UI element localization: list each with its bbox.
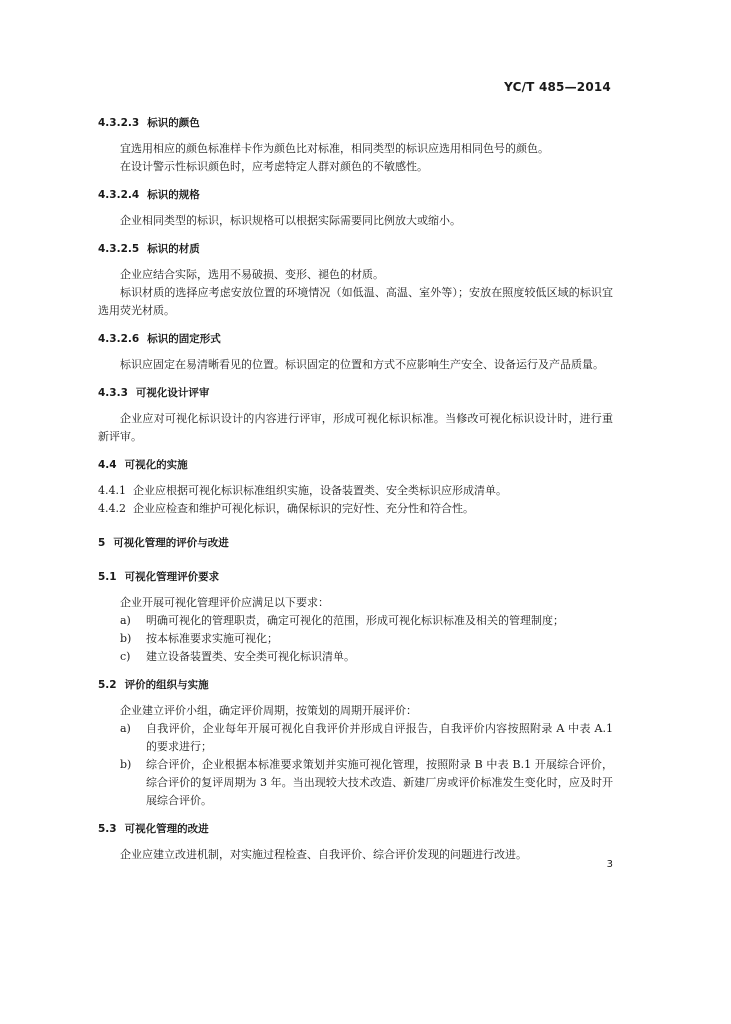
clause-number: 4.4.2 (98, 502, 126, 515)
clause-number: 4.4.1 (98, 484, 126, 497)
list-item (120, 720, 613, 756)
section-number: 4.3.2.3 (98, 117, 140, 129)
chapter-heading-5 (98, 534, 613, 552)
section-title: 标识的规格 (147, 189, 200, 201)
section-number: 5.3 (98, 823, 117, 835)
section-number: 4.3.2.5 (98, 243, 140, 255)
section-heading-51 (98, 568, 613, 586)
paragraph: 在设计警示性标识颜色时，应考虑特定人群对颜色的不敏感性。 (120, 160, 428, 173)
list-item (120, 612, 613, 630)
paragraph: 企业相同类型的标识，标识规格可以根据实际需要同比例放大或缩小。 (120, 214, 461, 227)
section-title: 可视化管理评价要求 (124, 571, 220, 583)
section-number: 4.3.2.6 (98, 333, 140, 345)
section-number: 4.3.2.4 (98, 189, 140, 201)
section-title: 可视化管理的评价与改进 (113, 537, 229, 549)
section-heading-44 (98, 456, 613, 474)
list-text: 按本标准要求实施可视化； (146, 632, 278, 645)
section-title: 评价的组织与实施 (124, 679, 209, 691)
section-heading-52 (98, 676, 613, 694)
paragraph: 企业应建立改进机制，对实施过程检查、自我评价、综合评价发现的问题进行改进。 (120, 848, 527, 861)
document-body (98, 114, 613, 864)
list-marker: a) (120, 614, 131, 627)
paragraph: 宜选用相应的颜色标准样卡作为颜色比对标准，相同类型的标识应选用相同色号的颜色。 (120, 142, 549, 155)
list-text: 自我评价，企业每年开展可视化自我评价并形成自评报告，自我评价内容按照附录 A 中表 A.1 的要求进行； (146, 722, 613, 753)
section-title: 标识的颜色 (147, 117, 200, 129)
section-heading-53 (98, 820, 613, 838)
clause-441 (98, 482, 613, 500)
section-heading-4324 (98, 186, 613, 204)
list-text: 综合评价，企业根据本标准要求策划并实施可视化管理，按照附录 B 中表 B.1 开展综合评价，综合评价的复评周期为 3 年。当出现较大技术改造、新建厂房或评价标准发生变化时，应及时开展综合评价。 (146, 758, 613, 807)
section-title: 可视化管理的改进 (124, 823, 209, 835)
paragraph: 标识应固定在易清晰看见的位置。标识固定的位置和方式不应影响生产安全、设备运行及产品质量。 (120, 358, 604, 371)
section-title: 可视化的实施 (124, 459, 188, 471)
section-number: 5.1 (98, 571, 117, 583)
clause-442 (98, 500, 613, 518)
section-heading-4323 (98, 114, 613, 132)
list-text: 建立设备装置类、安全类可视化标识清单。 (146, 650, 355, 663)
section-title: 可视化设计评审 (135, 387, 210, 399)
paragraph: 企业应结合实际，选用不易破损、变形、褪色的材质。 (120, 268, 384, 281)
paragraph: 企业应对可视化标识设计的内容进行评审，形成可视化标识标准。当修改可视化标识设计时，进行重新评审。 (98, 412, 613, 443)
paragraph: 标识材质的选择应考虑安放位置的环境情况（如低温、高温、室外等）；安放在照度较低区域的标识宜选用荧光材质。 (98, 286, 613, 317)
page-number: 3 (606, 859, 613, 870)
list-item (120, 630, 613, 648)
section-number: 5 (98, 537, 106, 549)
list-item (120, 756, 613, 810)
section-heading-433 (98, 384, 613, 402)
list-marker: a) (120, 722, 131, 735)
section-number: 4.4 (98, 459, 117, 471)
list-marker: c) (120, 650, 131, 663)
section-title: 标识的材质 (147, 243, 200, 255)
clause-text: 企业应根据可视化标识标准组织实施，设备装置类、安全类标识应形成清单。 (133, 484, 507, 497)
list-item (120, 648, 613, 666)
section-number: 5.2 (98, 679, 117, 691)
clause-text: 企业应检查和维护可视化标识，确保标识的完好性、充分性和符合性。 (133, 502, 474, 515)
section-title: 标识的固定形式 (147, 333, 221, 345)
list-marker: b) (120, 632, 132, 645)
paragraph: 企业建立评价小组，确定评价周期，按策划的周期开展评价： (120, 704, 417, 717)
section-heading-4325 (98, 240, 613, 258)
section-heading-4326 (98, 330, 613, 348)
standard-code: YC/T 485—2014 (504, 80, 611, 94)
list-text: 明确可视化的管理职责，确定可视化的范围，形成可视化标识标准及相关的管理制度； (146, 614, 564, 627)
list-marker: b) (120, 758, 132, 771)
paragraph: 企业开展可视化管理评价应满足以下要求： (120, 596, 329, 609)
section-number: 4.3.3 (98, 387, 128, 399)
